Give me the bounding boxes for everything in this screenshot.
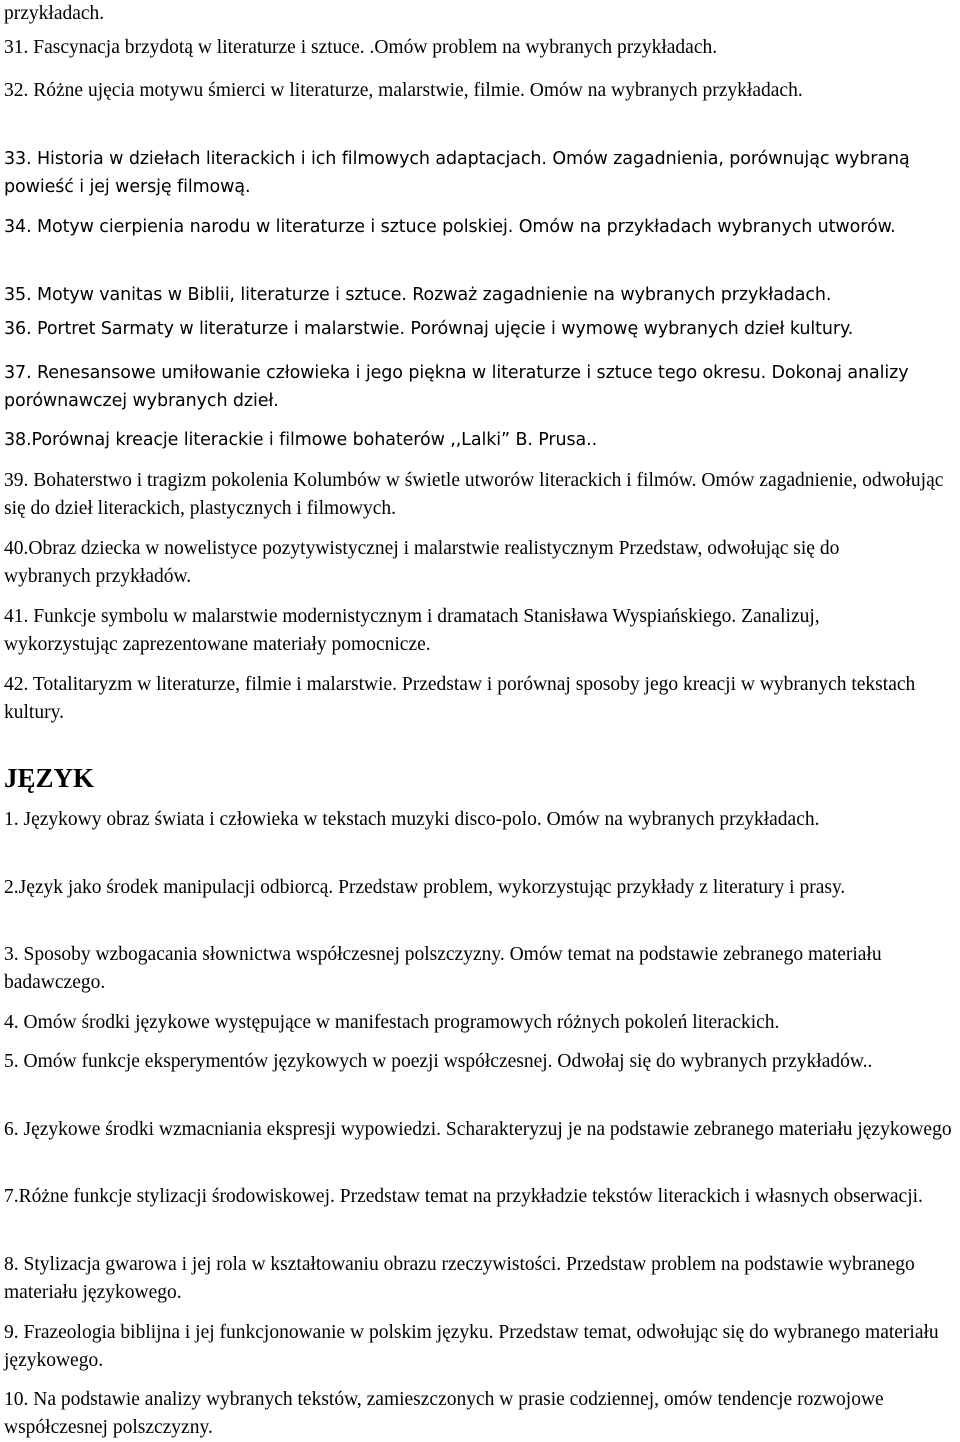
list-item-40: 40.Obraz dziecka w nowelistyce pozytywistycznej i malarstwie realistycznym Przedstaw, odwołując się do wybranych przykładów. xyxy=(4,538,840,587)
list-item-37: 37. Renesansowe umiłowanie człowieka i jego piękna w literaturze i sztuce tego okresu. Dokonaj analizy porównawczej wybranych dzieł. xyxy=(4,363,909,411)
lang-item-2: 2.Język jako środek manipulacji odbiorcą. Przedstaw problem, wykorzystując przykłady z literatury i prasy. xyxy=(4,877,846,898)
lang-item-1: 1. Językowy obraz świata i człowieka w tekstach muzyki disco-polo. Omów na wybranych przykładach. xyxy=(4,809,820,830)
list-item-33: 33. Historia w dziełach literackich i ich filmowych adaptacjach. Omów zagadnienia, porównując wybraną powieść i jej wersję filmową. xyxy=(4,149,910,197)
list-item-42: 42. Totalitaryzm w literaturze, filmie i malarstwie. Przedstaw i porównaj sposoby jego kreacji w wybranych tekstach kultury. xyxy=(4,674,916,723)
list-item-36: 36. Portret Sarmaty w literaturze i malarstwie. Porównaj ujęcie i wymowę wybranych dzieł kultury. xyxy=(4,319,854,339)
list-item-38: 38.Porównaj kreacje literackie i filmowe bohaterów ,,Lalki” B. Prusa.. xyxy=(4,430,598,450)
lang-item-7: 7.Różne funkcje stylizacji środowiskowej. Przedstaw temat na przykładzie tekstów literackich i własnych obserwacji. xyxy=(4,1186,923,1207)
section-heading-jezyk: JĘZYK xyxy=(4,763,95,793)
list-item-32: 32. Różne ujęcia motywu śmierci w literaturze, malarstwie, filmie. Omów na wybranych przykładach. xyxy=(4,80,803,101)
list-item-39: 39. Bohaterstwo i tragizm pokolenia Kolumbów w świetle utworów literackich i filmów. Omów zagadnienie, odwołując się do dzieł literackich, plastycznych i filmowych. xyxy=(4,470,944,519)
lang-item-5: 5. Omów funkcje eksperymentów językowych w poezji współczesnej. Odwołaj się do wybranych przykładów.. xyxy=(4,1051,873,1072)
list-item-31: 31. Fascynacja brzydotą w literaturze i sztuce. .Omów problem na wybranych przykładach. xyxy=(4,37,718,58)
lang-item-4: 4. Omów środki językowe występujące w manifestach programowych różnych pokoleń literackich. xyxy=(4,1012,780,1033)
list-item-34: 34. Motyw cierpienia narodu w literaturze i sztuce polskiej. Omów na przykładach wybranych utworów. xyxy=(4,217,896,237)
lang-item-8: 8. Stylizacja gwarowa i jej rola w kształtowaniu obrazu rzeczywistości. Przedstaw problem na podstawie wybranego materiału językowego. xyxy=(4,1254,915,1303)
lang-item-10: 10. Na podstawie analizy wybranych tekstów, zamieszczonych w prasie codziennej, omów tendencje rozwojowe współczesnej polszczyzny. xyxy=(4,1389,884,1438)
list-item-35: 35. Motyw vanitas w Biblii, literaturze i sztuce. Rozważ zagadnienie na wybranych przykładach. xyxy=(4,285,832,305)
lang-item-6: 6. Językowe środki wzmacniania ekspresji wypowiedzi. Scharakteryzuj je na podstawie zebranego materiału językowego xyxy=(4,1119,952,1140)
lang-item-9: 9. Frazeologia biblijna i jej funkcjonowanie w polskim języku. Przedstaw temat, odwołując się do wybranego materiału językowego. xyxy=(4,1322,939,1371)
lang-item-3: 3. Sposoby wzbogacania słownictwa współczesnej polszczyzny. Omów temat na podstawie zebranego materiału badawczego. xyxy=(4,944,882,993)
list-item-continuation: przykładach. xyxy=(4,3,105,24)
list-item-41: 41. Funkcje symbolu w malarstwie modernistycznym i dramatach Stanisława Wyspiańskiego. Zanalizuj, wykorzystując zaprezentowane materiały pomocnicze. xyxy=(4,606,820,655)
